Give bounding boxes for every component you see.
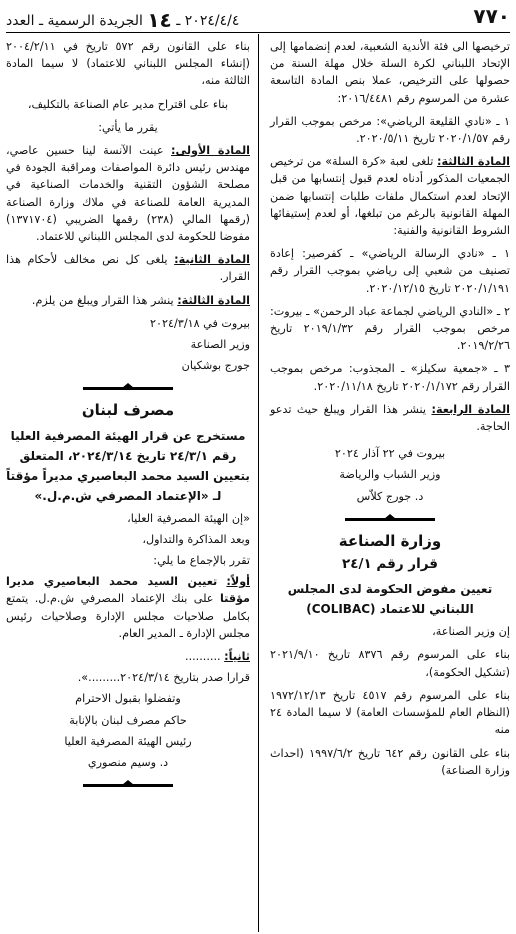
bank-line-1: «إن الهيئة المصرفية العليا، (127, 511, 250, 525)
item-a: ١ ـ «نادي الرسالة الرياضي» ـ كفرصير: إعادة تصنيف من شعبي إلى رياضي بموجب القرار رقم ٢٠٢٠/١/١٩١ تاريخ ٢٠٢٠/١٢/١٥. (270, 247, 510, 295)
intro-paragraph: ترخيصها الى فئة الأندية الشعبية، لعدم إنضمامها إلى الإتحاد اللبناني لكرة السلة خلال مهلة السنة من حصولها على الترخيص، عملا بنص المادة التاسعة عشرة من المرسوم رقم ٢٠١٦/٤٤٨١: (270, 40, 510, 105)
bank-line-2: وبعد المذاكرة والتداول، (142, 532, 250, 546)
first-text: على بنك الإعتماد المصرفي ش.م.ل. يتمتع بكامل صلاحيات مجلس الإدارة وصلاحيات رئيس مجلس الإدارة ـ المدير العام. (6, 592, 250, 640)
article-3-left-text: ينشر هذا القرار ويبلغ من يلزم. (31, 293, 174, 307)
issued-line: قرارا صدر بتاريخ ٢٠٢٤/٣/١٤.........». (77, 671, 250, 685)
governor-name: د. وسيم منصوري (87, 756, 169, 770)
governor-title: حاكم مصرف لبنان بالإنابة (69, 713, 187, 727)
signer-name-left: جورج بوشكيان (181, 359, 250, 373)
section-ornament-left (6, 380, 250, 396)
column-divider (258, 34, 259, 932)
issue-date: ٢٠٢٤/٤/٤ ـ (176, 13, 240, 29)
bank-line-3: تقرر بالإجماع ما يلي: (153, 554, 250, 568)
article-4-text: ينشر هذا القرار ويبلغ حيث تدعو الحاجة. (270, 402, 510, 434)
preamble-4: بناء على القانون رقم ٦٤٢ تاريخ ١٩٩٧/٦/٢ (احداث وزارة الصناعة) (270, 746, 510, 777)
closing-line: وتفضلوا بقبول الاحترام (75, 692, 181, 706)
second-clause (6, 648, 250, 665)
end-ornament (6, 777, 250, 793)
issue-info (6, 8, 239, 32)
decision-title: تعيين مفوض الحكومة لدى المجلس اللبناني للاعتماد (COLIBAC) (287, 582, 493, 617)
article-1-text: عينت الآنسة لينا حسين عاصي، مهندس رئيس دائرة المواصفات ومراقبة الجودة في مصلحة الشؤون التقنية والخدمات الصناعية في المديرية العامة للصناعة في ملاك وزارة الصناعة (رقمها المالي (٢٣٨) رقمها الضريبي (١٣٧١٧٠٤) مفوضا للحكومة لدى المجلس اللبناني للاعتماد. (6, 144, 250, 244)
first-clause (6, 573, 250, 642)
item-b: ٢ ـ «النادي الرياضي لجماعة عباد الرحمن» ـ بيروت: مرخص بموجب القرار رقم ٢٠١٩/١/٣٢ تاريخ ٢٠١٩/٢/٢٦. (270, 304, 510, 353)
decides-line: يقرر ما يأتي: (98, 120, 158, 134)
article-1 (6, 142, 250, 245)
signer-name: د. جورج كلاّس (356, 489, 424, 503)
decision-number: قرار رقم ٢٤/١ (342, 556, 438, 573)
page-number: ٧٧٠ (473, 4, 510, 28)
article-3-text: تلغى لعبة «كرة السلة» من ترخيص الجمعيات المذكور أدناه لعدم قبول إنتسابها من قبل الإتحاد لعدم استكمال ملفات طلبات إنتسابها ضمن المهلة القانونية بالرغم من تبلغها، أو لعدم إستيفائها الشروط القانونية والفنية: (270, 155, 510, 238)
ministry-heading: وزارة الصناعة (338, 531, 442, 550)
second-text: .......... (185, 650, 221, 664)
left-column (6, 38, 250, 799)
first-label: أولاً: (226, 575, 250, 589)
item-c: ٣ ـ «جمعية سكيلز» ـ المجذوب: مرخص بموجب القرار رقم ٢٠٢٠/١/١٧٢ تاريخ ٢٠٢٠/١١/١٨. (270, 362, 510, 393)
preamble-1: إن وزير الصناعة، (432, 625, 510, 639)
date-line-left: بيروت في ٢٠٢٤/٣/١٨ (150, 316, 250, 330)
article-3-left-label: المادة الثالثة: (177, 293, 250, 307)
second-label: ثانياً: (224, 650, 250, 664)
article-1-label: المادة الأولى: (171, 144, 250, 158)
first-bold: تعيين السيد محمد البعاصيري مديرا مؤقتا (6, 575, 250, 606)
right-column (270, 38, 510, 785)
extract-heading: مستخرج عن قرار الهيئة المصرفية العليا رقم ٢٤/٣/١ تاريخ ٢٠٢٤/٣/١٤، المتعلق بتعيين السيد محمد البعاصيري مديراً مؤقتاً لـ «الإعتماد المصرفي ش.م.ل.» (6, 428, 250, 503)
article-4 (270, 401, 510, 435)
article-2-text: يلغى كل نص مخالف لأحكام هذا القرار. (6, 253, 250, 284)
article-2-label: المادة الثانية: (174, 253, 251, 267)
header-rule (6, 32, 510, 33)
issue-label: الجريدة الرسمية ـ العدد (6, 13, 143, 29)
page-header (6, 4, 510, 32)
law-reference: بناء على القانون رقم ٥٧٢ تاريخ في ٢٠٠٤/٢/١١ (إنشاء المجلس اللبناني للاعتماد) لا سيما المادة الثالثة منه، (6, 40, 250, 88)
article-3 (270, 153, 510, 239)
preamble-3: بناء على المرسوم رقم ٤٥١٧ تاريخ ١٩٧٢/١٢/١٣ (النظام العام للمؤسسات العامة) لا سيما المادة ٢٤ منه (270, 688, 511, 737)
date-line: بيروت في ٢٢ آذار ٢٠٢٤ (334, 447, 446, 461)
article-4-label: المادة الرابعة: (431, 402, 510, 416)
bank-heading: مصرف لبنان (81, 401, 175, 420)
article-3-label: المادة الثالثة: (437, 155, 510, 169)
signer-title: وزير الشباب والرياضة (339, 468, 441, 482)
article-2 (6, 251, 250, 285)
issue-number: ١٤ (147, 8, 172, 32)
preamble-2: بناء على المرسوم رقم ٨٣٧٦ تاريخ ٢٠٢١/٩/١٠ (تشكيل الحكومة)، (270, 648, 510, 679)
article-3-left (6, 292, 250, 309)
committee-title: رئيس الهيئة المصرفية العليا (64, 734, 192, 748)
signer-title-left: وزير الصناعة (190, 338, 250, 352)
section-ornament (270, 511, 510, 527)
item-1: ١ ـ «نادي القليعة الرياضي»: مرخص بموجب القرار رقم ٢٠٢٠/١/٥٧ تاريخ ٢٠٢٠/٥/١١. (270, 114, 510, 146)
proposal-line: بناء على اقتراح مدير عام الصناعة بالتكليف، (27, 97, 229, 111)
